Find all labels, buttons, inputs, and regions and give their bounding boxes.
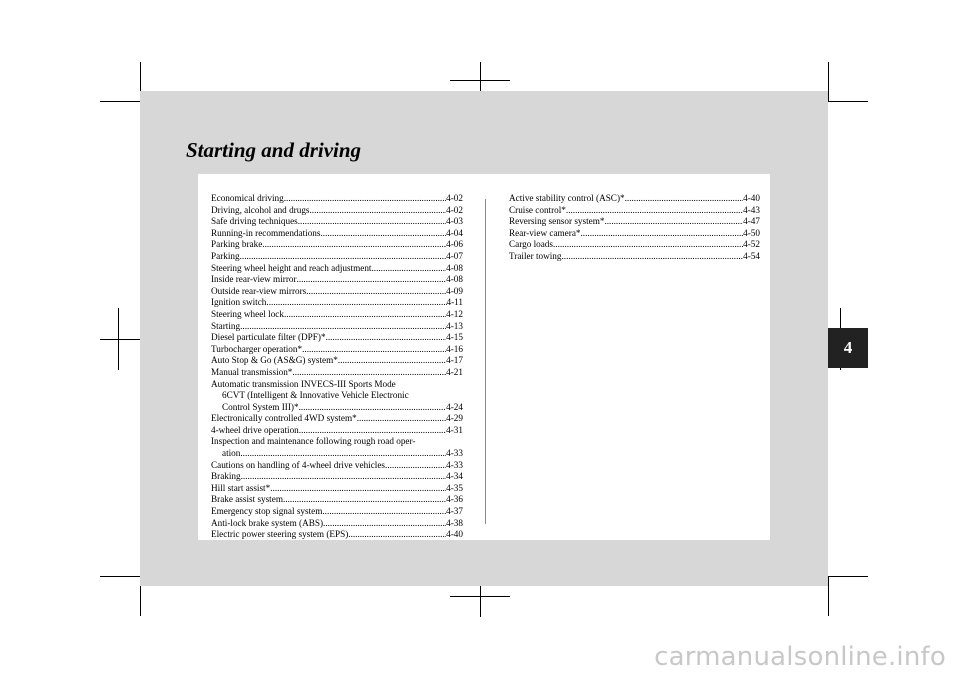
toc-page-number: 4-33 xyxy=(446,459,463,470)
toc-entry[interactable]: Automatic transmission INVECS-III Sports Mode 6CVT (Intelligent & Innovative Vehicle Electronic Control System III)* ..... 4-24 xyxy=(211,379,463,414)
toc-entry[interactable]: Rear-view camera* ..... 4-50 xyxy=(509,228,760,240)
toc-page-number: 4-21 xyxy=(446,366,463,377)
toc-page-number: 4-35 xyxy=(446,482,463,493)
toc-entry[interactable]: Reversing sensor system* ..... 4-47 xyxy=(509,216,760,228)
toc-page-number: 4-29 xyxy=(446,413,463,424)
toc-entry[interactable]: Parking ..... 4-07 xyxy=(211,251,463,263)
toc-page-number: 4-02 xyxy=(446,204,463,215)
toc-page-number: 4-08 xyxy=(446,274,463,285)
toc-entry[interactable]: Ignition switch ..... 4-11 xyxy=(211,297,463,309)
toc-entry[interactable]: Electric power steering system (EPS) ..... 4-40 xyxy=(211,529,463,541)
toc-entry[interactable]: Turbocharger operation* ..... 4-16 xyxy=(211,344,463,356)
toc-entry[interactable]: Cruise control* ..... 4-43 xyxy=(509,205,760,217)
toc-entry[interactable]: Auto Stop & Go (AS&G) system* ..... 4-17 xyxy=(211,355,463,367)
toc-page-number: 4-38 xyxy=(446,517,463,528)
toc-page-number: 4-11 xyxy=(446,297,463,308)
toc-entry[interactable]: Brake assist system ..... 4-36 xyxy=(211,494,463,506)
chapter-title: Starting and driving xyxy=(186,138,362,162)
toc-page-number: 4-15 xyxy=(446,332,463,343)
toc-page-number: 4-37 xyxy=(446,506,463,517)
toc-entry[interactable]: Steering wheel lock ..... 4-12 xyxy=(211,309,463,321)
toc-page-number: 4-40 xyxy=(446,529,463,540)
toc-entry[interactable]: Electronically controlled 4WD system* ..... 4-29 xyxy=(211,413,463,425)
toc-page-number: 4-31 xyxy=(446,424,463,435)
toc-page-number: 4-13 xyxy=(446,320,463,331)
toc-entry[interactable]: Cargo loads ..... 4-52 xyxy=(509,239,760,251)
toc-entry[interactable]: Emergency stop signal system ..... 4-37 xyxy=(211,506,463,518)
crop-mark xyxy=(828,576,829,616)
toc-page-number: 4-40 xyxy=(743,193,760,203)
toc-page-number: 4-09 xyxy=(446,285,463,296)
chapter-tab: 4 xyxy=(828,328,868,368)
registration-mark xyxy=(100,339,140,340)
toc-page-number: 4-12 xyxy=(446,308,463,319)
toc-page-number: 4-34 xyxy=(446,471,463,482)
crop-mark xyxy=(828,62,829,102)
toc-entry[interactable]: Driving, alcohol and drugs ..... 4-02 xyxy=(211,205,463,217)
toc-page-number: 4-16 xyxy=(446,343,463,354)
toc-entry[interactable]: Parking brake ..... 4-06 xyxy=(211,239,463,251)
toc-entry[interactable]: Safe driving techniques ..... 4-03 xyxy=(211,216,463,228)
toc-entry[interactable]: Manual transmission* ..... 4-21 xyxy=(211,367,463,379)
toc-page-number: 4-08 xyxy=(446,262,463,273)
toc-entry[interactable]: Inside rear-view mirror ..... 4-08 xyxy=(211,274,463,286)
toc-entry[interactable]: Outside rear-view mirrors ..... 4-09 xyxy=(211,286,463,298)
registration-mark xyxy=(450,596,510,597)
toc-page-number: 4-47 xyxy=(743,216,760,227)
toc-entry[interactable]: 4-wheel drive operation ..... 4-31 xyxy=(211,425,463,437)
toc-page-number: 4-07 xyxy=(446,250,463,261)
toc-page-number: 4-50 xyxy=(743,227,760,238)
toc-entry[interactable]: Running-in recommendations ..... 4-04 xyxy=(211,228,463,240)
toc-entry[interactable]: Trailer towing ..... 4-54 xyxy=(509,251,760,263)
toc-page-number: 4-03 xyxy=(446,216,463,227)
toc-page-number: 4-04 xyxy=(446,227,463,238)
toc-entry[interactable]: Steering wheel height and reach adjustment ..... 4-08 xyxy=(211,263,463,275)
toc-page-number: 4-33 xyxy=(446,448,463,459)
toc-page-number: 4-06 xyxy=(446,239,463,250)
toc-page-number: 4-02 xyxy=(446,193,463,203)
toc-entry[interactable]: Cautions on handling of 4-wheel drive vehicles ..... 4-33 xyxy=(211,460,463,472)
toc-page-number: 4-36 xyxy=(446,494,463,505)
toc-entry[interactable]: Braking ..... 4-34 xyxy=(211,471,463,483)
toc-entry[interactable]: Anti-lock brake system (ABS) ..... 4-38 xyxy=(211,518,463,530)
toc-page-number: 4-24 xyxy=(446,401,463,412)
toc-entry[interactable]: Diesel particulate filter (DPF)* ..... 4-15 xyxy=(211,332,463,344)
toc-entry[interactable]: Starting ..... 4-13 xyxy=(211,321,463,333)
toc-page-number: 4-54 xyxy=(743,250,760,261)
toc-entry[interactable]: Economical driving ..... 4-02 xyxy=(211,193,463,205)
toc-right-column xyxy=(509,193,760,263)
column-divider xyxy=(485,199,486,524)
toc-page-number: 4-43 xyxy=(743,204,760,215)
toc-entry[interactable]: Hill start assist* ..... 4-35 xyxy=(211,483,463,495)
toc-page-number: 4-17 xyxy=(446,355,463,366)
toc-left-column xyxy=(211,193,463,541)
registration-mark xyxy=(450,80,510,81)
watermark: carmanualsonline.info xyxy=(654,642,946,672)
toc-page-number: 4-52 xyxy=(743,239,760,250)
toc-entry[interactable]: Inspection and maintenance following rough road oper- ation ..... 4-33 xyxy=(211,436,463,459)
toc-entry[interactable]: Active stability control (ASC)* ..... 4-40 xyxy=(509,193,760,205)
